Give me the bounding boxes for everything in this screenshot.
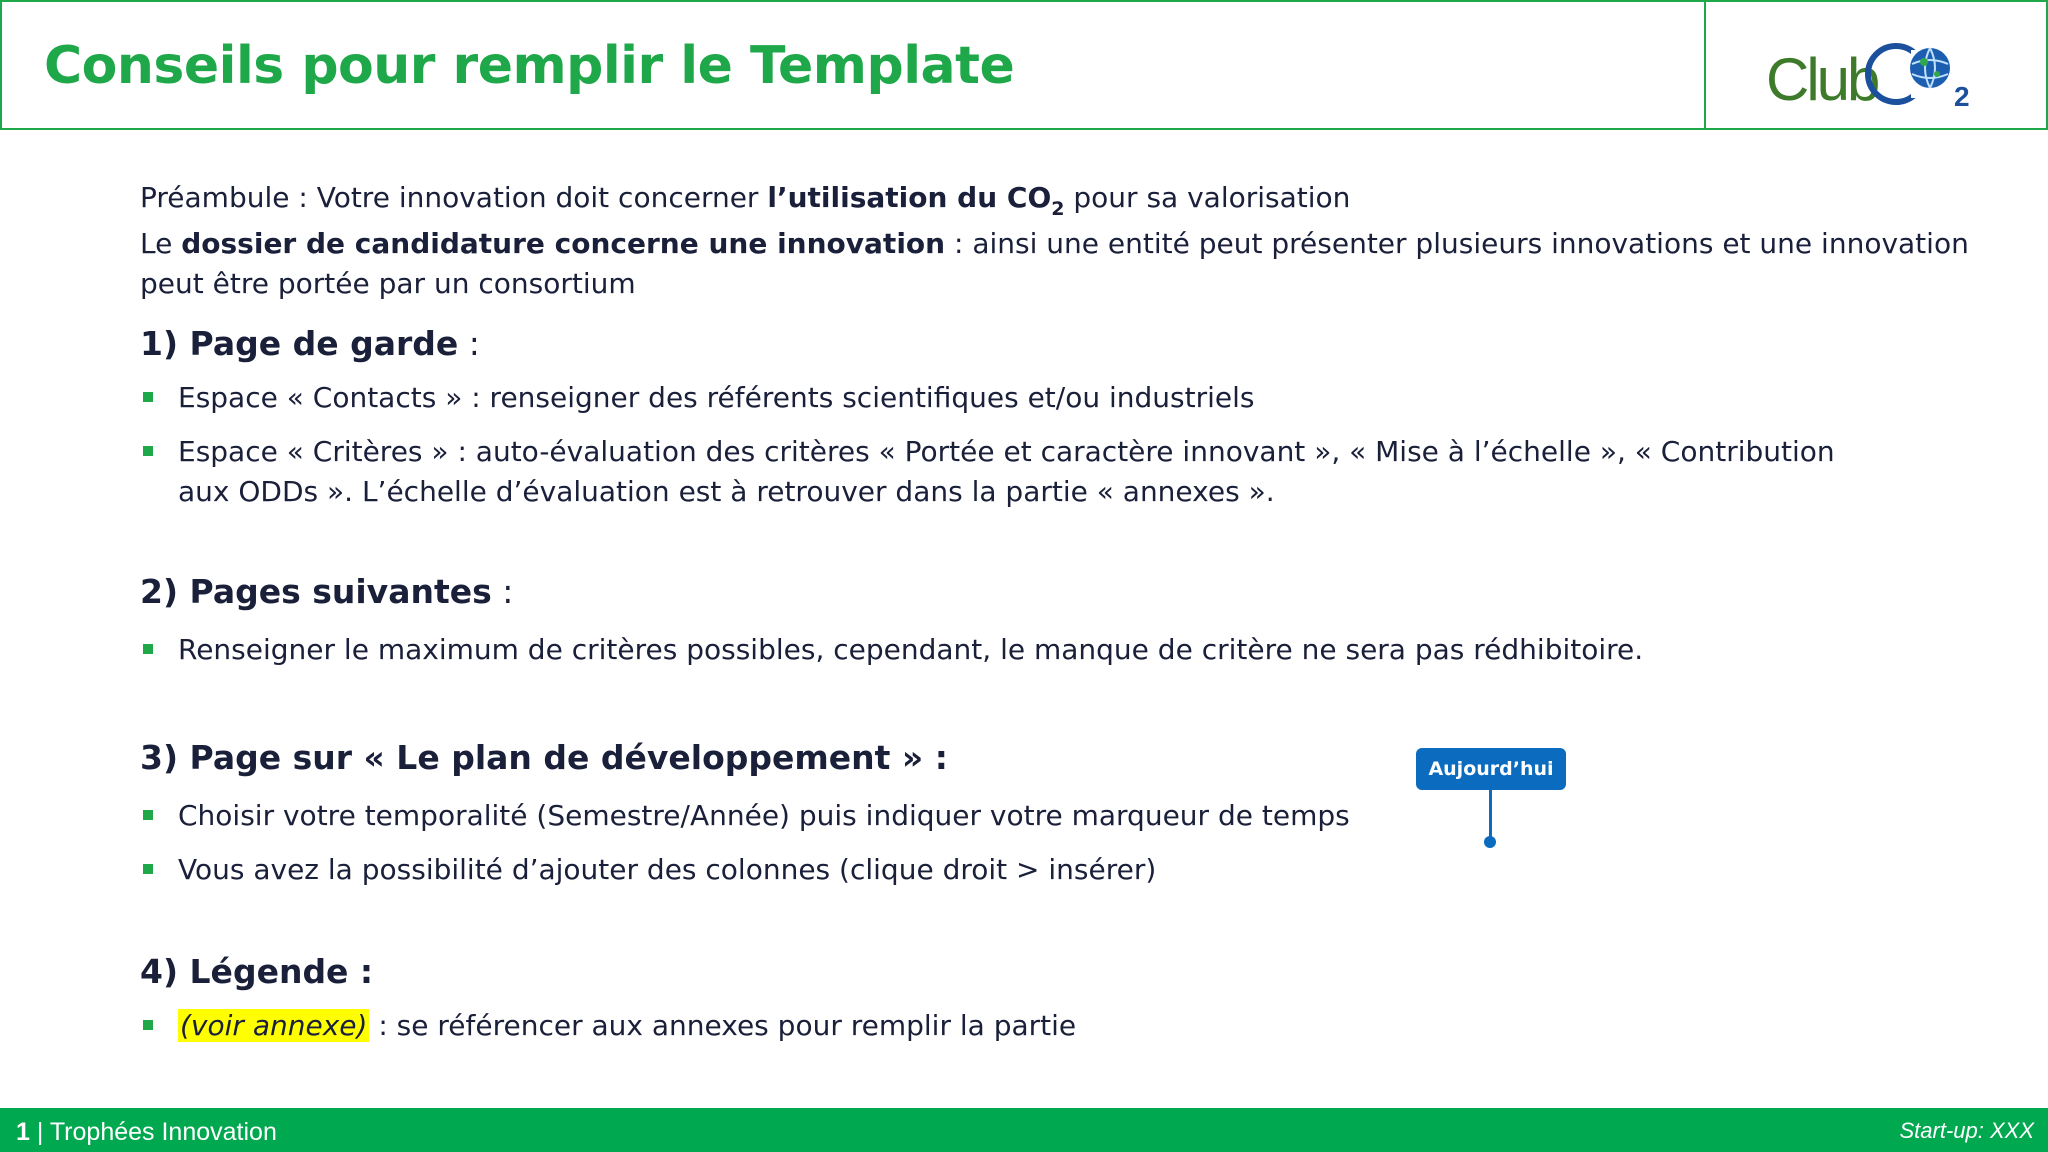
- page-title: Conseils pour remplir le Template: [44, 36, 1015, 96]
- footer-right: Start-up: XXX: [1899, 1118, 2034, 1143]
- today-marker-stem: [1489, 790, 1492, 840]
- club-co2-logo: [1766, 30, 1986, 114]
- legend-highlight: (voir annexe): [180, 1009, 368, 1042]
- globe-icon: [1910, 48, 1950, 88]
- bullet-square-icon: [143, 644, 153, 654]
- footer-left: 1 | Trophées Innovation: [16, 1118, 277, 1146]
- preamble-line-1: Préambule : Votre innovation doit concerner l’utilisation du $CO_2$ pour sa valorisation: [140, 181, 1351, 220]
- bullet-square-icon: [143, 810, 153, 820]
- section-heading-1: 1) Page de garde :: [140, 324, 480, 363]
- bullet-square-icon: [143, 392, 153, 402]
- footer: [0, 1108, 2048, 1152]
- slide: Conseils pour remplir le Template Club 2 Préambule : Votre innovation doit concerner l’utilisation du $CO_2$ pour sa valorisation Le dossier de candidature concerne une innovation : ainsi une entité peut présenter plusieurs innovations et une innovation peut être portée par un consortium 1) Page de garde : Espace « Contacts » : renseigner des référents scientifiques et/ou industriels Espace « Critères » : auto-évaluation des critères « Portée et caractère innovant », « Mise à l’échelle », « Contribution aux ODDs ». L’échelle d’évaluation est à retrouver dans la partie « annexes ». 2) Pages suivantes : Renseigner le maximum de critères possibles, cependant, le manque de critère ne sera pas rédhibitoire. 3) Page sur « Le plan de développement » : Choisir votre temporalité (Semestre/Année) puis indiquer votre marqueur de temps Vous avez la possibilité d’ajouter des colonnes (clique droit > insérer) 4) Légende : (voir annexe) : se référencer aux annexes pour remplir la partie Aujourd’hui 1 | Trophées Innovation Start-up: XXX: [0, 0, 2048, 1152]
- preamble-line-2: Le dossier de candidature concerne une innovation : ainsi une entité peut présenter plusieurs innovations et une innovation: [140, 227, 1969, 260]
- bullet-square-icon: [143, 864, 153, 874]
- logo-box: [1706, 0, 2048, 130]
- preamble-line-3: peut être portée par un consortium: [140, 267, 636, 300]
- section-heading-2: 2) Pages suivantes :: [140, 572, 514, 611]
- section-heading-3: 3) Page sur « Le plan de développement » :: [140, 738, 948, 777]
- title-bar: [0, 0, 1706, 130]
- today-marker-dot: [1484, 836, 1496, 848]
- section-heading-4: 4) Légende :: [140, 952, 374, 991]
- footer-label: Trophées Innovation: [49, 1118, 277, 1146]
- today-marker-label: Aujourd’hui: [1416, 748, 1566, 790]
- page-number: 1: [16, 1118, 30, 1146]
- logo-subscript-2: 2: [1954, 81, 1970, 112]
- logo-text-club: Club: [1766, 46, 1878, 113]
- bullet-square-icon: [143, 1020, 153, 1030]
- bullet-square-icon: [143, 446, 153, 456]
